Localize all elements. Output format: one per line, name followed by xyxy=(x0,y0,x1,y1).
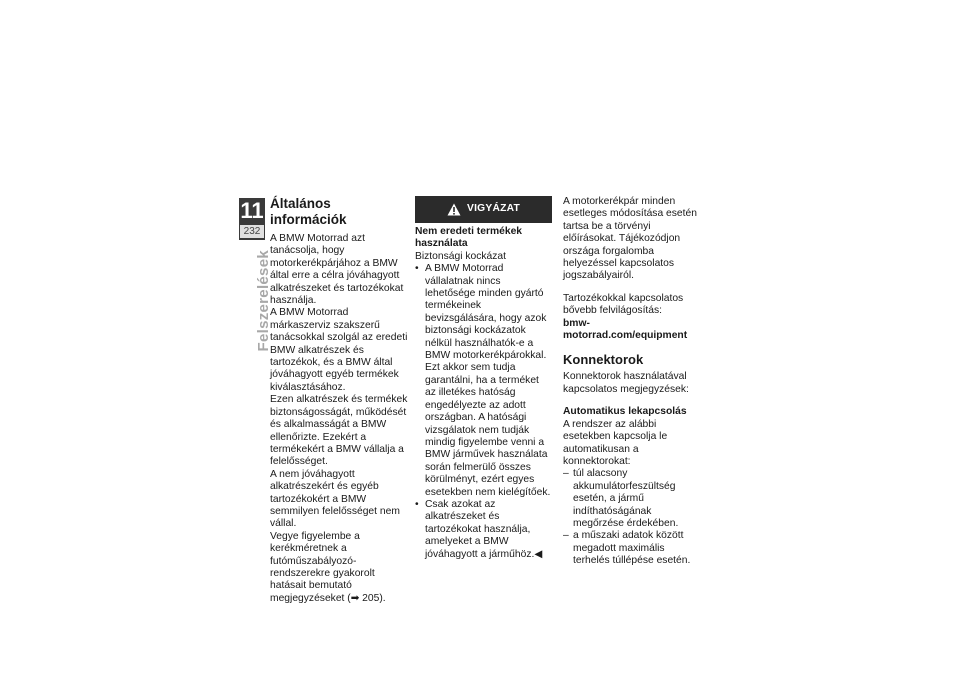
paragraph-5: Vegye figyelembe a kerékméretnek a futóműszabályozó-rendszerekre gyakorolt hatásait bemutató megjegyzéseket (➡ 205). xyxy=(270,530,386,604)
warning-banner xyxy=(415,196,552,223)
paragraph-4: A nem jóváhagyott alkatrészekért és egyéb tartozékokért a BMW semmilyen felelősséget nem vállal. xyxy=(270,468,400,530)
auto-off-list xyxy=(563,468,701,567)
auto-off-text: A rendszer az alábbi esetekben kapcsolja le automatikusan a konnektorokat: xyxy=(563,418,668,467)
accessory-info: Tartozékokkal kapcsolatos bővebb felvilágosítás: xyxy=(563,292,684,317)
list-item: – túl alacsony akkumulátorfeszültség esetén, a jármű indíthatóságának megőrzése érdekében. xyxy=(563,468,701,530)
connectors-intro: Konnektorok használatával kapcsolatos megjegyzések: xyxy=(563,371,689,395)
warning-title: Nem eredeti termékek használata xyxy=(415,226,523,250)
warning-triangle-icon xyxy=(447,203,461,216)
list-item: – a műszaki adatok között megadott maximális terhelés túllépése esetén. xyxy=(563,530,701,567)
equipment-link[interactable]: bmw-motorrad.com/equipment xyxy=(563,317,688,342)
warning-bullets xyxy=(415,263,552,561)
column-general-info xyxy=(270,196,410,605)
regulations-paragraph: A motorkerékpár minden esetleges módosítása esetén tartsa be a törvényi előírásokat. Tájékozódjon országa forgalomba helyezéssel kapcsolatos jogszabályairól. xyxy=(563,196,697,282)
warning-subtitle: Biztonsági kockázat xyxy=(415,250,507,262)
warning-label: VIGYÁZAT xyxy=(467,203,520,215)
chapter-tab xyxy=(239,198,265,240)
paragraph-3: Ezen alkatrészek és termékek biztonságosságát, működését és alkalmasságát a BMW ellenőrizte. Ezekért a termékekért a BMW vállalja a felelősséget. xyxy=(270,394,408,468)
chapter-title-vertical: Felszerelések xyxy=(255,250,272,352)
list-item: • Csak azokat az alkatrészeket és tartozékokat használja, amelyeket a BMW jóváhagyott a járműhöz.◀ xyxy=(415,499,552,561)
list-item: • A BMW Motorrad vállalatnak nincs lehetősége minden gyártó termékeinek bevizsgálására, hogy azok biztonsági kockázatok nélkül használhatók-e a BMW motorkerékpárokkal. Ezt akkor sem tudja garantálni, ha a terméket az illetékes hatóság engedélyezte az adott országban. A hatósági vizsgálatok nem tudják mindig figyelembe venni a BMW járművek használata során felmerülő összes körülményt, ezért egyes esetekben nem kielégítőek. xyxy=(415,263,552,499)
column-warning xyxy=(415,196,552,561)
page-number: 232 xyxy=(240,225,264,238)
paragraph-2: A BMW Motorrad márkaszerviz szakszerű tanácsokkal szolgál az eredeti BMW alkatrészek és tartozékok, és a BMW által jóváhagyott egyéb termékek kiválasztásához. xyxy=(270,307,408,393)
section-title-connectors: Konnektorok xyxy=(563,352,644,368)
chapter-number: 11 xyxy=(240,198,264,223)
subsection-title-auto-off: Automatikus lekapcsolás xyxy=(563,406,687,418)
section-title-general-info: Általános információk xyxy=(270,196,347,227)
column-regulations xyxy=(563,196,701,568)
paragraph-1: A BMW Motorrad azt tanácsolja, hogy motorkerékpárjához a BMW által erre a célra jóváhagyott alkatrészeket és tartozékokat használja. xyxy=(270,233,404,307)
